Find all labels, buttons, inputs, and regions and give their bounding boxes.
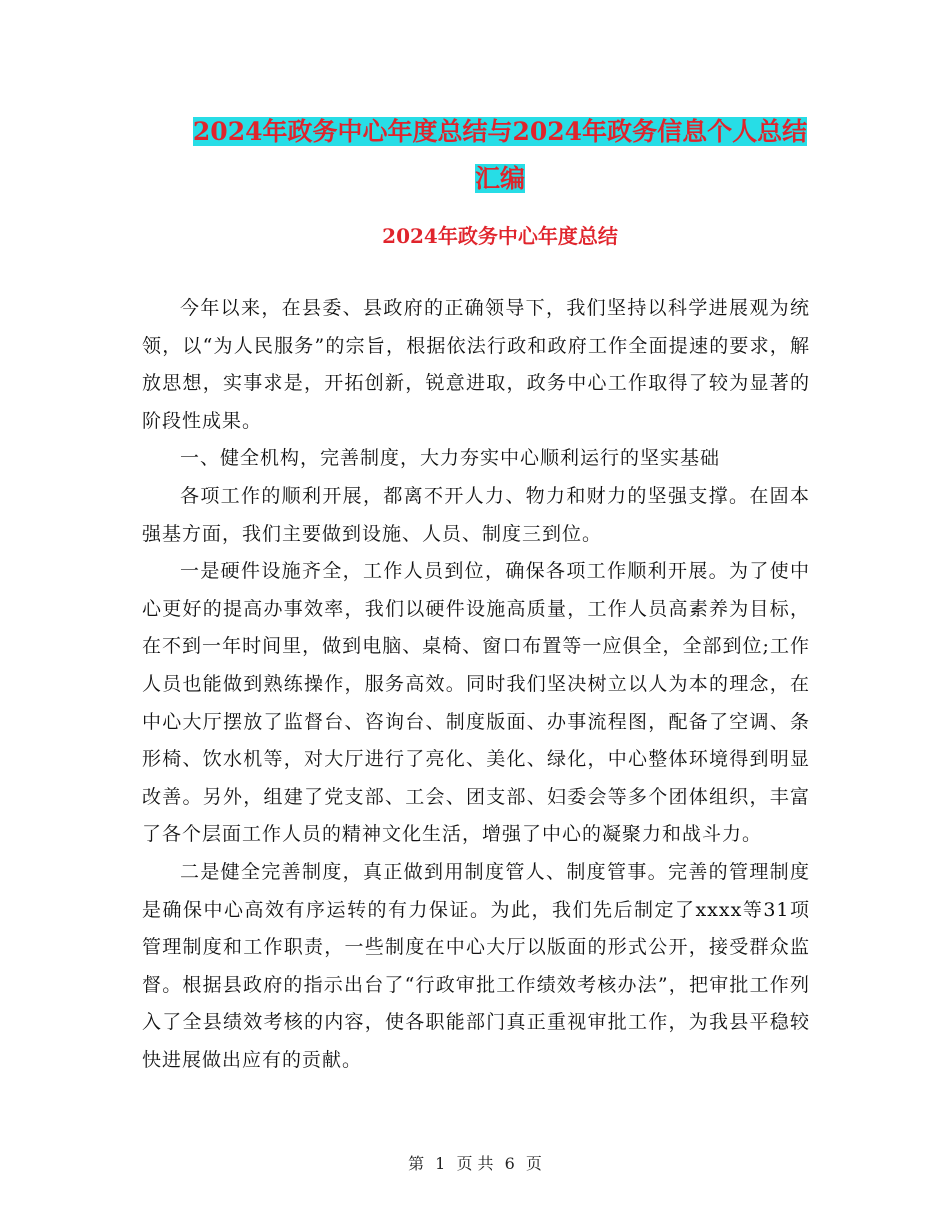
paragraph: 一是硬件设施齐全，工作人员到位，确保各项工作顺利开展。为了使中心更好的提高办事效率，我们以硬件设施高质量，工作人员高素养为目标，在不到一年时间里，做到电脑、桌椅、窗口布置等一应俱全，全部到位;工作人员也能做到熟练操作，服务高效。同时我们坚决树立以人为本的理念，在中心大厅摆放了监督台、咨询台、制度版面、办事流程图，配备了空调、条形椅、饮水机等，对大厅进行了亮化、美化、绿化，中心整体环境得到明显改善。另外，组建了党支部、工会、团支部、妇委会等多个团体组织，丰富了各个层面工作人员的精神文化生活，增强了中心的凝聚力和战斗力。 [142, 560, 810, 846]
footer-total-pages: 6 [504, 1154, 515, 1173]
paragraph: 二是健全完善制度，真正做到用制度管人、制度管事。完善的管理制度是确保中心高效有序运转的有力保证。为此，我们先后制定了xxxx等31项管理制度和工作职责，一些制度在中心大厅以版面的形式公开，接受群众监督。根据县政府的指示出台了“行政审批工作绩效考核办法”，把审批工作列入了全县绩效考核的内容，使各职能部门真正重视审批工作，为我县平稳较快进展做出应有的贡献。 [142, 860, 810, 1071]
paragraph: 一、健全机构，完善制度，大力夯实中心顺利运行的坚实基础 [180, 447, 721, 470]
document-title-line1: 2024年政务中心年度总结与2024年政务信息个人总结 [192, 117, 808, 146]
paragraph: 今年以来，在县委、县政府的正确领导下，我们坚持以科学进展观为统领，以“为人民服务”的宗旨，根据依法行政和政府工作全面提速的要求，解放思想，实事求是，开拓创新，锐意进取，政务中心工作取得了较为显著的阶段性成果。 [142, 297, 810, 432]
document-title [140, 108, 860, 202]
footer-middle: 页 共 [456, 1154, 494, 1173]
footer-prefix: 第 [408, 1154, 425, 1173]
footer-page-number: 1 [435, 1154, 446, 1173]
document-title-line2: 汇编 [474, 164, 525, 193]
section-title: 2024年政务中心年度总结 [382, 224, 618, 248]
document-body [142, 290, 810, 1079]
footer-suffix: 页 [525, 1154, 542, 1173]
paragraph: 各项工作的顺利开展，都离不开人力、物力和财力的坚强支撑。在固本强基方面，我们主要做到设施、人员、制度三到位。 [142, 484, 810, 545]
page-footer [0, 1152, 950, 1176]
